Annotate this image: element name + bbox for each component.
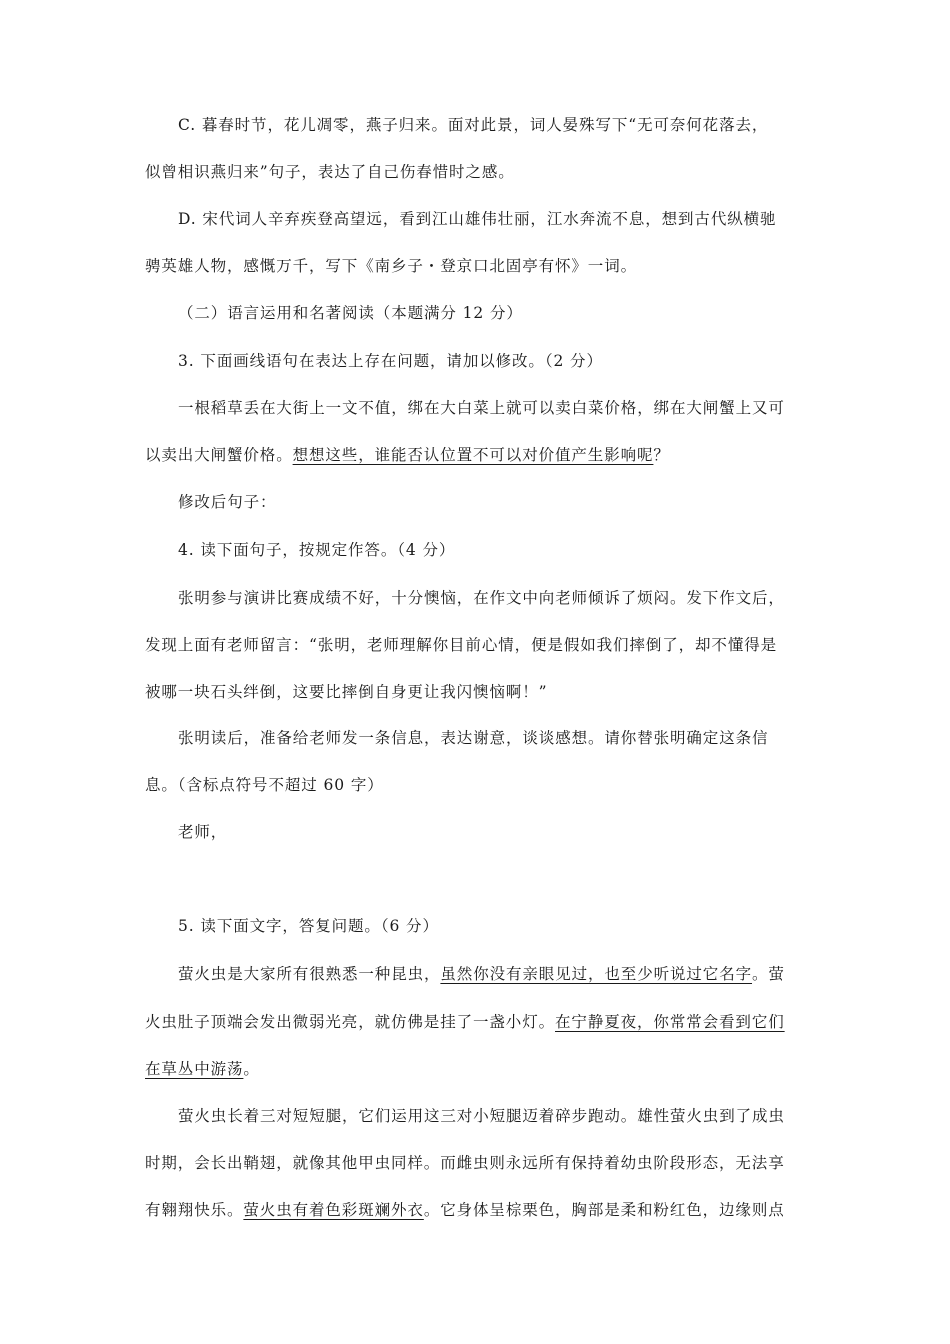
question-4-text-line-4: 张明读后，准备给老师发一条信息，表达谢意，谈谈感想。请你替张明确定这条信: [178, 729, 769, 747]
question-5-p1-line-3: [145, 1058, 260, 1080]
question-3-text-line-1: 一根稻草丢在大街上一文不值，绑在大白菜上就可以卖白菜价格，绑在大闸蟹上又可: [178, 399, 785, 417]
question-5-p1-line-3-end: 。: [243, 1060, 260, 1078]
question-5-underlined-3: 萤火虫有着色彩斑斓外衣: [243, 1201, 424, 1219]
question-5-p2-line-1: 萤火虫长着三对短短腿，它们运用这三对小短腿迈着碎步跑动。雄性萤火虫到了成虫: [178, 1107, 785, 1125]
option-d-line-2: 骋英雄人物，感慨万千，写下《南乡子・登京口北固亭有怀》一词。: [145, 257, 638, 275]
question-3-text-line-2: [145, 444, 670, 466]
question-5-p2-line-2: 时期，会长出鞘翅，就像其他甲虫同样。而雌虫则永远所有保持着幼虫阶段形态，无法享: [145, 1154, 785, 1172]
question-5-p2-line-3-end: 。它身体呈棕栗色，胸部是柔和粉红色，边缘则点: [423, 1201, 785, 1219]
question-5-underlined-1: 虽然你没有亲眼见过，也至少听说过它名字: [440, 965, 753, 983]
option-c-line-2: 似曾相识燕归来”句子，表达了自己伤春惜时之感。: [145, 163, 515, 181]
question-5-underlined-2-continued: 在草丛中游荡: [145, 1060, 244, 1078]
question-3-underlined-sentence: 想想这些，谁能否认位置不可以对价值产生影响呢: [292, 446, 654, 464]
question-5-p2-line-3: [145, 1199, 785, 1221]
question-4-prompt: 4. 读下面句子，按规定作答。（4 分）: [178, 541, 456, 559]
question-4-answer-label: 老师，: [178, 823, 228, 841]
option-c-line-1: C. 暮春时节，花儿凋零，燕子归来。面对此景，词人晏殊写下“无可奈何花落去，: [178, 116, 769, 134]
question-4-text-line-5: 息。（含标点符号不超过 60 字）: [145, 776, 384, 794]
question-5-prompt: 5. 读下面文字，答复问题。（6 分）: [178, 917, 439, 935]
question-3-answer-label: 修改后句子：: [178, 493, 277, 511]
section-2-title: （二）语言运用和名著阅读（本题满分 12 分）: [178, 304, 523, 322]
question-5-p1-line-2-plain: 火虫肚子顶端会发出微弱光亮，就仿佛是挂了一盏小灯。: [145, 1013, 556, 1031]
question-5-p1-line-1: [178, 963, 785, 985]
question-5-p1-plain: 萤火虫是大家所有很熟悉一种昆虫，: [178, 965, 441, 983]
question-3-text-end: ？: [653, 446, 670, 464]
question-5-p1-line-2: [145, 1011, 785, 1033]
question-4-text-line-3: 被哪一块石头绊倒，这要比摔倒自身更让我闪懊恼啊！”: [145, 683, 548, 701]
question-5-underlined-2: 在宁静夏夜，你常常会看到它们: [555, 1013, 785, 1031]
question-5-p2-line-3-plain: 有翱翔快乐。: [145, 1201, 244, 1219]
question-4-text-line-1: 张明参与演讲比赛成绩不好，十分懊恼，在作文中向老师倾诉了烦闷。发下作文后，: [178, 589, 785, 607]
question-3-prompt: 3. 下面画线语句在表达上存在问题，请加以修改。（2 分）: [178, 352, 603, 370]
option-d-line-1: D. 宋代词人辛弃疾登高望远，看到江山雄伟壮丽，江水奔流不息，想到古代纵横驰: [178, 210, 777, 228]
question-5-p1-end: 。萤: [752, 965, 785, 983]
question-4-text-line-2: 发现上面有老师留言：“张明，老师理解你目前心情，便是假如我们摔倒了，却不懂得是: [145, 636, 778, 654]
question-3-text-plain: 以卖出大闸蟹价格。: [145, 446, 293, 464]
